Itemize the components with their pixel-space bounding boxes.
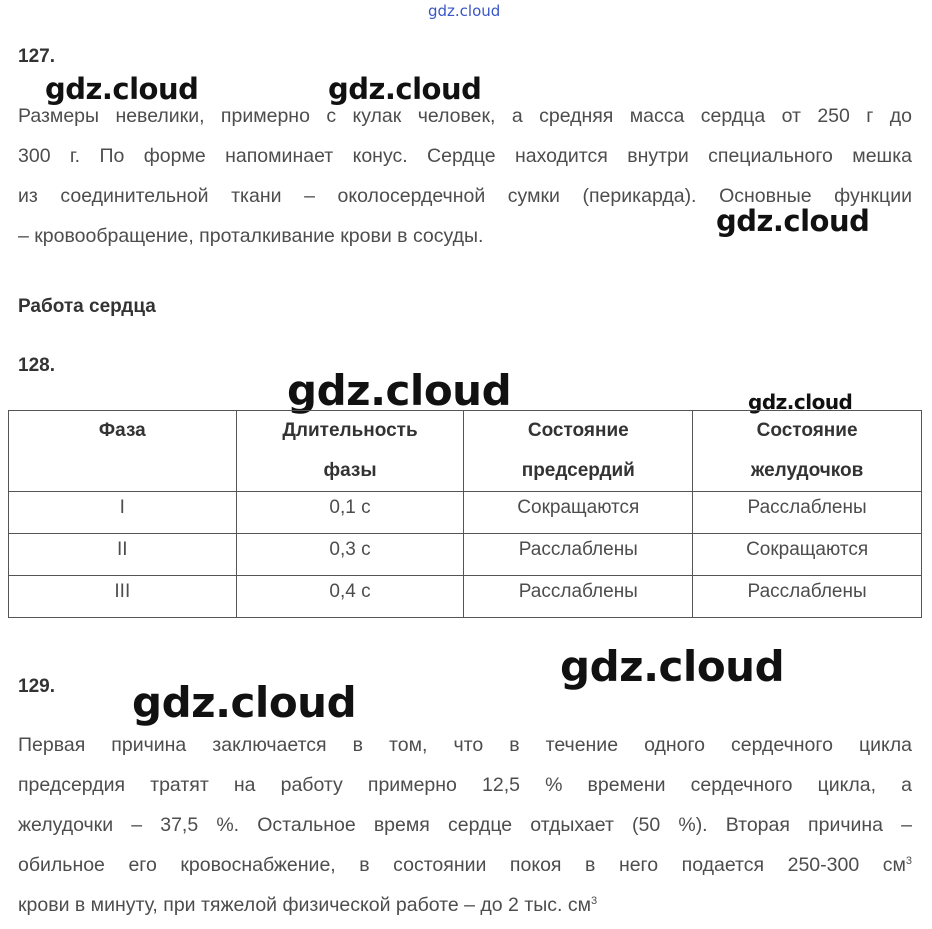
watermark: gdz.cloud (45, 72, 199, 106)
superscript: 3 (591, 895, 598, 907)
paragraph-line: – кровообращение, проталкивание крови в сосуды. (18, 225, 484, 247)
watermark: gdz.cloud (748, 390, 853, 414)
table-row (9, 492, 922, 534)
paragraph-129 (18, 725, 912, 925)
phases-table (8, 410, 922, 618)
task-number-127: 127. (18, 46, 55, 67)
table-cell: I (9, 492, 237, 534)
watermark: gdz.cloud (560, 642, 785, 691)
table-cell: III (9, 576, 237, 618)
watermark: gdz.cloud (716, 204, 870, 238)
paragraph-line: 300 г. По форме напоминает конус. Сердце находится внутри специального мешка (18, 145, 912, 167)
task-number-129: 129. (18, 676, 55, 697)
paragraph-line: Размеры невелики, примерно с кулак человек, а средняя масса сердца от 250 г до (18, 105, 912, 127)
table-header-row (9, 411, 922, 492)
table-row (9, 576, 922, 618)
watermark: gdz.cloud (328, 72, 482, 106)
watermark: gdz.cloud (287, 366, 512, 415)
table-cell: Расслаблены (693, 492, 922, 534)
paragraph-line: предсердия тратят на работу примерно 12,5 % времени сердечного цикла, а (18, 774, 912, 796)
header-phase: Фаза (9, 411, 237, 492)
table-cell: Сокращаются (464, 492, 693, 534)
paragraph-line: крови в минуту, при тяжелой физической работе – до 2 тыс. $см^3$ (18, 894, 598, 916)
table-cell: 0,3 с (236, 534, 464, 576)
table-cell: Расслаблены (464, 576, 693, 618)
header-duration: Длительность фазы (236, 411, 464, 492)
task-number-128: 128. (18, 355, 55, 376)
watermark: gdz.cloud (132, 678, 357, 727)
paragraph-line: Первая причина заключается в том, что в течение одного сердечного цикла (18, 734, 912, 756)
superscript: 3 (905, 855, 912, 867)
heading-heart-work: Работа сердца (18, 296, 156, 317)
table-cell: 0,1 с (236, 492, 464, 534)
paragraph-line: желудочки – 37,5 %. Остальное время сердце отдыхает (50 %). Вторая причина – (18, 814, 912, 836)
table-cell: Сокращаются (693, 534, 922, 576)
watermark-top: gdz.cloud (428, 2, 501, 20)
header-atria-state: Состояние предсердий (464, 411, 693, 492)
paragraph-line: обильное его кровоснабжение, в состоянии покоя в него подается 250-300 $см^3$ (18, 854, 912, 876)
table-cell: II (9, 534, 237, 576)
header-ventricles-state: Состояние желудочков (693, 411, 922, 492)
table-cell: 0,4 с (236, 576, 464, 618)
table-cell: Расслаблены (464, 534, 693, 576)
paragraph-line: из соединительной ткани – околосердечной сумки (перикарда). Основные функции (18, 185, 912, 207)
table-row (9, 534, 922, 576)
table-cell: Расслаблены (693, 576, 922, 618)
